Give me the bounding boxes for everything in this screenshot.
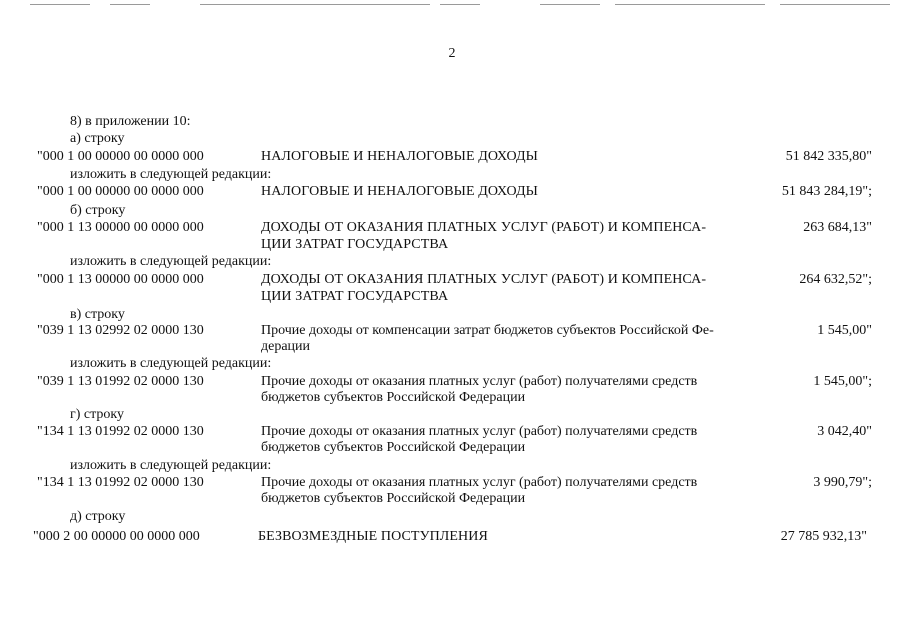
section-b-original-amount: 263 684,13" bbox=[803, 220, 872, 235]
section-c-replacement-name-line1: Прочие доходы от оказания платных услуг (работ) получателями средств bbox=[261, 374, 698, 389]
section-d-original-amount: 3 042,40" bbox=[817, 424, 872, 439]
section-c-original-code: "039 1 13 02992 02 0000 130 bbox=[37, 323, 204, 338]
section-e-original-amount: 27 785 932,13" bbox=[780, 529, 867, 544]
section-b-replacement-amount: 264 632,52"; bbox=[799, 272, 872, 287]
scan-edge-artifact bbox=[0, 0, 905, 10]
section-a-replace-label: изложить в следующей редакции: bbox=[70, 167, 272, 182]
page-number: 2 bbox=[448, 46, 456, 61]
section-b-replacement-name-line1: ДОХОДЫ ОТ ОКАЗАНИЯ ПЛАТНЫХ УСЛУГ (РАБОТ) И КОМПЕНСА- bbox=[261, 272, 707, 287]
section-a-original-name: НАЛОГОВЫЕ И НЕНАЛОГОВЫЕ ДОХОДЫ bbox=[261, 149, 538, 164]
section-e-original-name: БЕЗВОЗМЕЗДНЫЕ ПОСТУПЛЕНИЯ bbox=[258, 529, 488, 544]
section-d-original-code: "134 1 13 01992 02 0000 130 bbox=[37, 424, 204, 439]
section-b-replacement-name-line2: ЦИИ ЗАТРАТ ГОСУДАРСТВА bbox=[261, 289, 449, 304]
section-a-replacement-code: "000 1 00 00000 00 0000 000 bbox=[37, 184, 204, 199]
section-d-replacement-name-line2: бюджетов субъектов Российской Федерации bbox=[261, 491, 526, 506]
section-b-original-name-line2: ЦИИ ЗАТРАТ ГОСУДАРСТВА bbox=[261, 237, 449, 252]
section-a-original-amount: 51 842 335,80" bbox=[785, 149, 872, 164]
section-c-original-name-line2: дерации bbox=[261, 339, 311, 354]
section-b-replace-label: изложить в следующей редакции: bbox=[70, 254, 272, 269]
section-c-original-name-line1: Прочие доходы от компенсации затрат бюджетов субъектов Российской Фе- bbox=[261, 323, 714, 338]
section-c-replace-label: изложить в следующей редакции: bbox=[70, 356, 272, 371]
section-b-label: б) строку bbox=[70, 203, 126, 218]
section-a-label: а) строку bbox=[70, 131, 125, 146]
section-d-replacement-name-line1: Прочие доходы от оказания платных услуг (работ) получателями средств bbox=[261, 475, 698, 490]
section-d-original-name-line2: бюджетов субъектов Российской Федерации bbox=[261, 440, 526, 455]
section-b-original-name-line1: ДОХОДЫ ОТ ОКАЗАНИЯ ПЛАТНЫХ УСЛУГ (РАБОТ) И КОМПЕНСА- bbox=[261, 220, 707, 235]
section-c-replacement-code: "039 1 13 01992 02 0000 130 bbox=[37, 374, 204, 389]
section-d-replace-label: изложить в следующей редакции: bbox=[70, 458, 272, 473]
section-c-replacement-amount: 1 545,00"; bbox=[813, 374, 872, 389]
section-d-replacement-amount: 3 990,79"; bbox=[813, 475, 872, 490]
section-e-label: д) строку bbox=[70, 509, 126, 524]
section-a-replacement-amount: 51 843 284,19"; bbox=[781, 184, 872, 199]
section-b-original-code: "000 1 13 00000 00 0000 000 bbox=[37, 220, 204, 235]
section-e-original-code: "000 2 00 00000 00 0000 000 bbox=[33, 529, 200, 544]
section-d-replacement-code: "134 1 13 01992 02 0000 130 bbox=[37, 475, 204, 490]
section-a-original-code: "000 1 00 00000 00 0000 000 bbox=[37, 149, 204, 164]
section-d-label: г) строку bbox=[70, 407, 125, 422]
section-b-replacement-code: "000 1 13 00000 00 0000 000 bbox=[37, 272, 204, 287]
intro-text: 8) в приложении 10: bbox=[70, 114, 191, 129]
section-d-original-name-line1: Прочие доходы от оказания платных услуг (работ) получателями средств bbox=[261, 424, 698, 439]
section-c-label: в) строку bbox=[70, 307, 125, 322]
section-c-original-amount: 1 545,00" bbox=[817, 323, 872, 338]
section-a-replacement-name: НАЛОГОВЫЕ И НЕНАЛОГОВЫЕ ДОХОДЫ bbox=[261, 184, 538, 199]
section-c-replacement-name-line2: бюджетов субъектов Российской Федерации bbox=[261, 390, 526, 405]
